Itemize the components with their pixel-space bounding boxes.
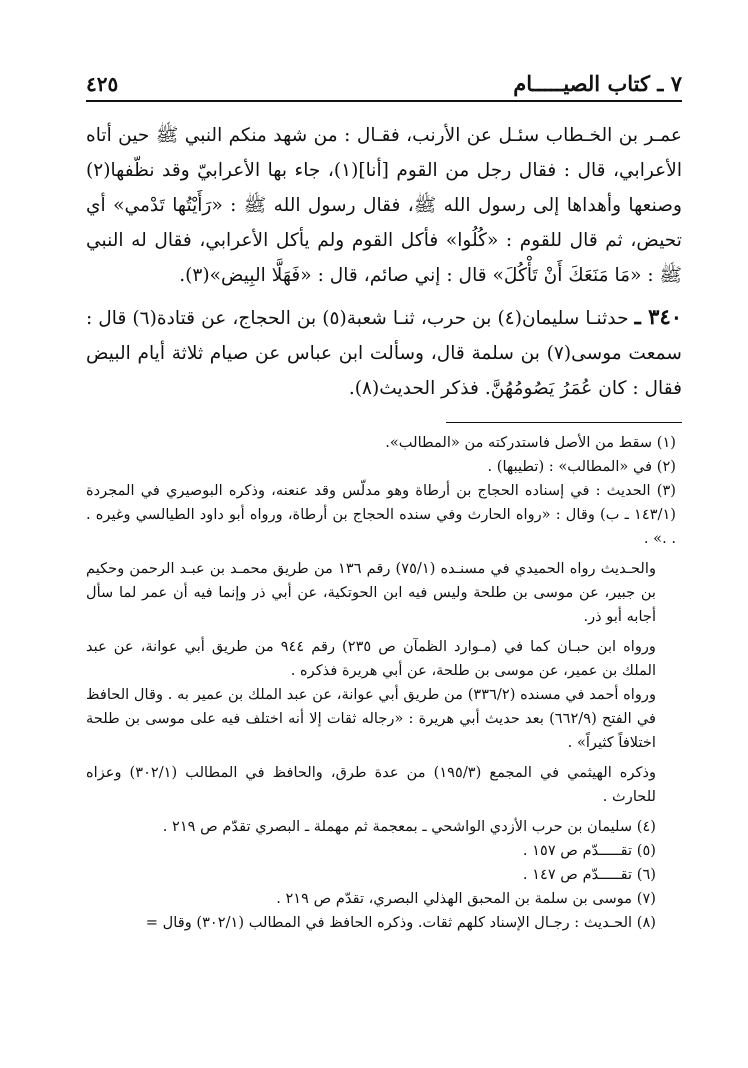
footnote-2: (٢) في «المطالب» : (تطيبها) .: [487, 458, 676, 475]
main-text: [86, 118, 682, 406]
footnote-3-continuation-b: ورواه ابن حبـان كما في (مـوارد الظمآن ص ٢٣٥) رقم ٩٤٤ من طريق أبي عوانة، عن عبد الملك بن عمير، عن موسى بن طلحة، عن أبي هريرة فذكره .: [86, 638, 656, 679]
paragraph-1: عمـر بن الخـطاب سئـل عن الأرنب، فقـال : من شهد منكم النبي ﷺ حين أتاه الأعرابي، قال : فقال رجل من القوم [أنا](١)، جاء بها الأعرابيّ وقد نظّفها(٢) وصنعها وأهداها إلى رسول الله ﷺ، فقال رسول الله ﷺ : «رَأَيْتُها تَدْمي» أي تحيض، ثم قال للقوم : «كُلُوا» فأكل القوم ولم يأكل الأعرابي، فقال له النبي ﷺ : «مَا مَنَعَكَ أَنْ تَأْكُلَ» قال : إني صائم، قال : «فَهَلَّا البِيض»(٣).: [86, 125, 682, 286]
paragraph-2: [86, 299, 682, 406]
footnote-3-continuation-d: وذكره الهيثمي في المجمع (١٩٥/٣) من عدة طرق، والحافظ في المطالب (٣٠٢/١) وعزاه للحارث .: [86, 764, 656, 805]
book-page: [86, 58, 682, 1038]
footnotes: [86, 431, 682, 935]
chapter-title: ٧ ـ كتاب الصيـــــام: [513, 71, 682, 96]
footnote-3-continuation-c: ورواه أحمد في مسنده (٣٣٦/٢) من طريق أبي عوانة، عن عبد الملك بن عمير به . وقال الحافظ في الفتح (٦٦٢/٩) بعد حديث أبي هريرة : «رجاله ثقات إلا أنه اختلف فيه على موسى بن طلحة اختلافاً كثيراً» .: [86, 686, 656, 751]
footnote-separator: [446, 422, 682, 423]
footnote-5: (٥) تقـــــدّم ص ١٥٧ .: [522, 842, 656, 859]
footnote-8: (٨) الحـديث : رجـال الإسناد كلهم ثقات. وذكره الحافظ في المطالب (٣٠٢/١) وقال =: [145, 914, 656, 931]
page-header: [86, 58, 682, 102]
footnote-1: (١) سقط من الأصل فاستدركته من «المطالب».: [385, 434, 676, 451]
hadith-number: ٣٤٠ ـ: [634, 304, 683, 329]
footnote-6: (٦) تقـــــدّم ص ١٤٧ .: [522, 866, 656, 883]
footnote-7: (٧) موسى بن سلمة بن المحبق الهذلي البصري، تقدّم ص ٢١٩ .: [276, 890, 656, 907]
footnote-3-continuation-a: والحـديث رواه الحميدي في مسنـده (٧٥/١) رقم ١٣٦ من طريق محمـد بن عبـد الرحمن وحكيم بن جبير، عن موسى بن طلحة وليس فيه ابن الحوتكية، عن أبي ذر وإنما فيه أن عمر لما سأل أجابه أبو ذر.: [86, 560, 656, 625]
hadith-340-text: حدثنـا سليمان(٤) بن حرب، ثنـا شعبة(٥) بن الحجاج، عن قتادة(٦) قال : سمعت موسى(٧) بن سلمة قال، وسألت ابن عباس عن صيام ثلاثة أيام البيض فقال : كان عُمَرُ يَصُومُهُنَّ. فذكر الحديث(٨).: [86, 308, 682, 399]
footnote-3: (٣) الحديث : في إسناده الحجاج بن أرطاة وهو مدلّس وقد عنعنه، وذكره البوصيري في المجردة (١٤٣/١ ـ ب) وقال : «رواه الحارث وفي سنده الحجاج بن أرطاة، ورواه أبو داود الطيالسي وغيره . . .» .: [86, 482, 676, 547]
footnote-4: (٤) سليمان بن حرب الأزدي الواشحي ـ بمعجمة ثم مهملة ـ البصري تقدّم ص ٢١٩ .: [162, 818, 656, 835]
page-number: ٤٢٥: [86, 72, 119, 96]
